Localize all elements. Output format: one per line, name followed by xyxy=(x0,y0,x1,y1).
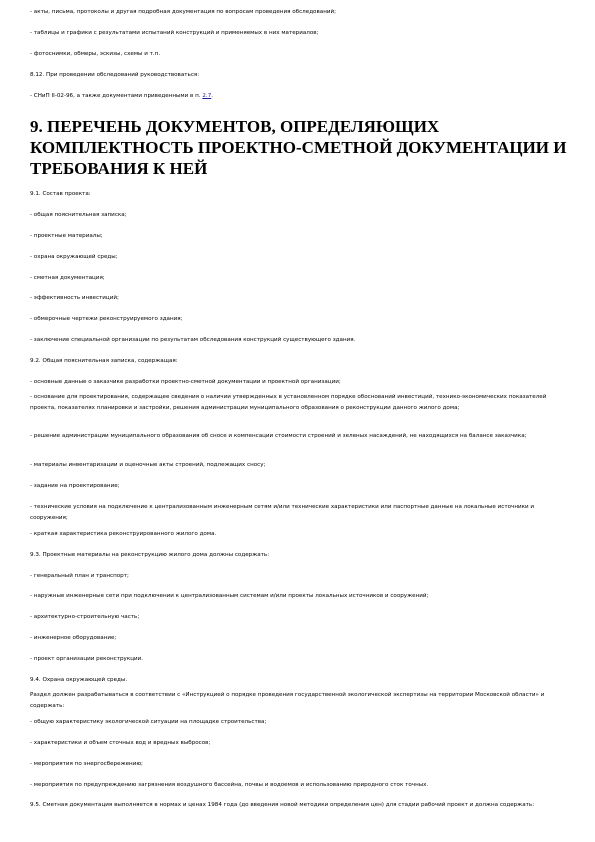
list-item: - инженерное оборудование; xyxy=(30,635,117,641)
paragraph: 9.2. Общая пояснительная записка, содержащая: xyxy=(30,358,178,364)
list-item: - мероприятия по предупреждению загрязнения воздушного бассейна, почвы и водоемов и использованию природного сток точных. xyxy=(30,782,429,788)
list-item: - заключение специальной организации по результатам обследования конструкций существующего здания. xyxy=(30,337,356,343)
list-item: - фотоснимки, обмеры, эскизы, схемы и т.п. xyxy=(30,51,161,57)
list-item: - задание на проектирование; xyxy=(30,483,120,489)
section-heading: 9. ПЕРЕЧЕНЬ ДОКУМЕНТОВ, ОПРЕДЕЛЯЮЩИХ КОМПЛЕКТНОСТЬ ПРОЕКТНО-СМЕТНОЙ ДОКУМЕНТАЦИИ И ТРЕБОВАНИЯ К НЕЙ xyxy=(30,117,567,178)
list-item: - архитектурно-строительную часть; xyxy=(30,614,140,620)
list-item: - проектные материалы; xyxy=(30,233,103,239)
list-item: - общая пояснительная записка; xyxy=(30,212,127,218)
list-item: - общую характеристику экологической ситуации на площадке строительства; xyxy=(30,719,267,725)
snip-text: - СНиП II-02-96, а также документами приведенными в п. xyxy=(30,93,203,99)
list-item: - проект организации реконструкции. xyxy=(30,656,144,662)
reference-link[interactable]: 2.7 xyxy=(202,93,212,99)
list-item: - генеральный план и транспорт; xyxy=(30,573,129,579)
paragraph: 9.1. Состав проекта: xyxy=(30,191,91,197)
list-item: - технические условия на подключение к централизованным инженерным сетям и/или технические характеристики или паспортные данные на локальные источники и сооружения; xyxy=(30,504,535,521)
snip-suffix: . xyxy=(211,93,214,99)
paragraph: 9.3. Проектные материалы на реконструкцию жилого дома должны содержать: xyxy=(30,552,270,558)
list-item: - основание для проектирования, содержащее сведения о наличии утвержденных в установленном порядке обоснований инвестиций, технико-экономических показателей проекта, показателях планировки и застройки, решения администрации муниципального образования о реконструкции данного жилого дома; xyxy=(30,394,547,411)
paragraph: 8.12. При проведении обследований руководствоваться: xyxy=(30,72,200,78)
list-item: - материалы инвентаризации и оценочные акты строений, подлежащих сносу; xyxy=(30,462,266,468)
list-item: - характеристики и объем сточных вод и вредных выбросов; xyxy=(30,740,211,746)
paragraph: Раздел должен разрабатываться в соответствии с «Инструкцией о порядке проведения государственной экологической экспертизы на территории Московской области» и содержать: xyxy=(30,692,545,709)
paragraph: 9.4. Охрана окружающей среды. xyxy=(30,677,128,683)
list-item: - мероприятия по энергосбережению; xyxy=(30,761,143,767)
list-item: - сметная документация; xyxy=(30,275,105,281)
list-item: - обмерочные чертежи реконструируемого здания; xyxy=(30,316,183,322)
paragraph: 9.5. Сметная документация выполняется в нормах и ценах 1984 года (до введения новой методики определения цен) для стадии рабочий проект и должна содержать: xyxy=(30,802,535,808)
list-item xyxy=(30,90,570,102)
list-item: - решение администрации муниципального образования об сносе и компенсации стоимости строений и зеленых насаждений, не находящихся на балансе заказчика; xyxy=(30,433,527,439)
list-item: - таблицы и графики с результатами испытаний конструкций и применяемых в них материалов; xyxy=(30,30,319,36)
list-item: - эффективность инвестиций; xyxy=(30,295,119,301)
list-item: - основные данные о заказчике разработки проектно-сметной документации и проектной организации; xyxy=(30,379,341,385)
list-item: - акты, письма, протоколы и другая подробная документация по вопросам проведения обследований; xyxy=(30,9,337,15)
list-item: - наружные инженерные сети при подключении к централизованным системам и/или проекты локальных источников и сооружений; xyxy=(30,593,429,599)
list-item: - охрана окружающей среды; xyxy=(30,254,118,260)
list-item: - краткая характеристика реконструированного жилого дома. xyxy=(30,531,217,537)
